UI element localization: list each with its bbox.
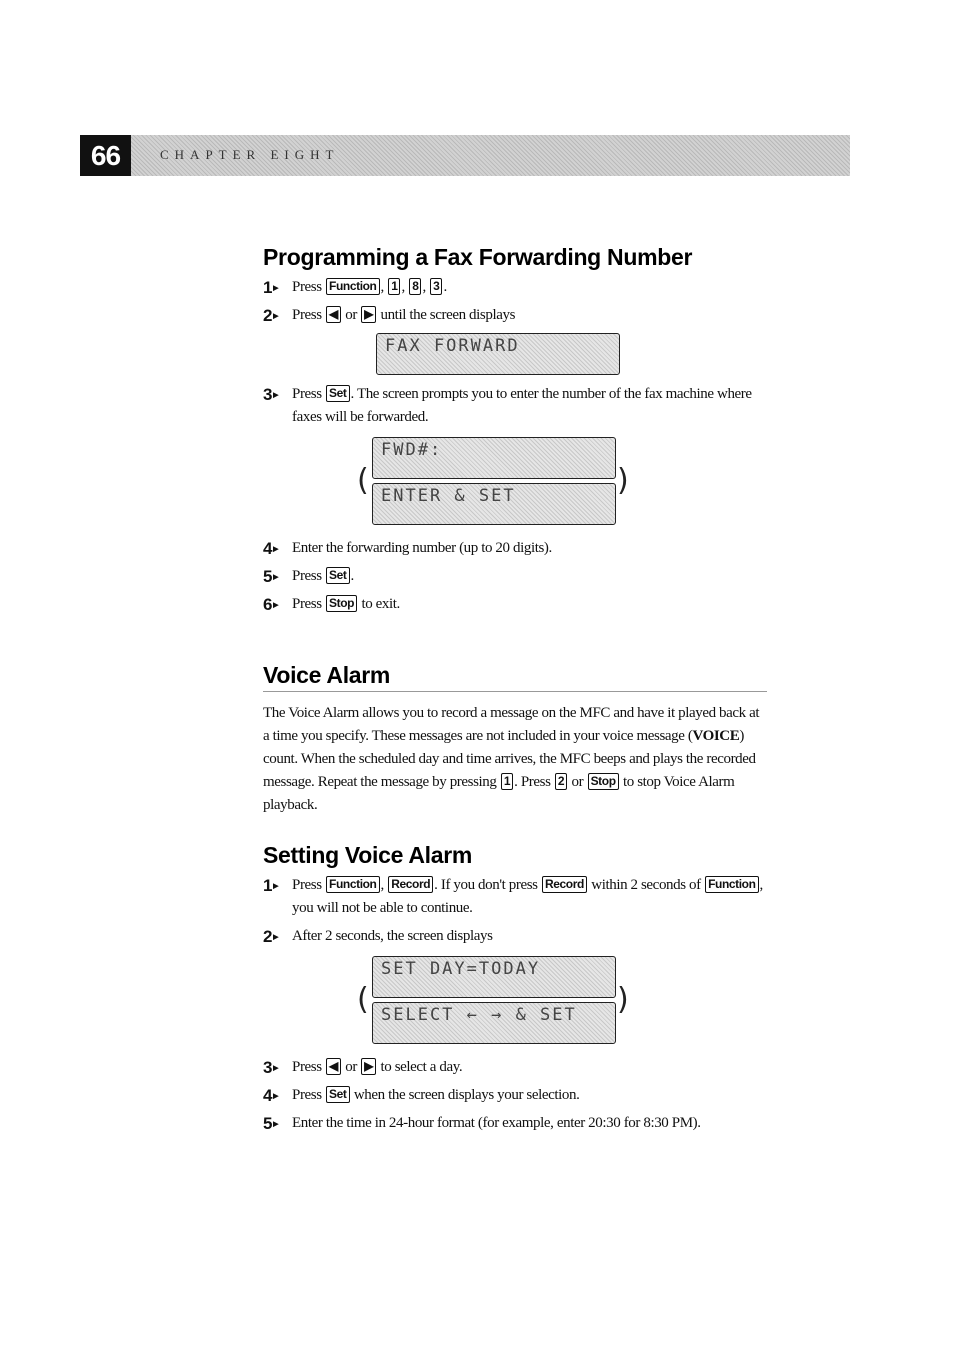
alternating-bracket-right: ) <box>617 982 629 1017</box>
chapter-title: CHAPTER EIGHT <box>160 147 340 162</box>
step-number: 5 ▶ <box>263 1112 278 1139</box>
alternating-bracket-left: ( <box>357 982 369 1017</box>
step-5: 5 ▶ Press Set . <box>263 565 767 588</box>
step-number: 6 ▶ <box>263 593 278 620</box>
voice-alarm-description: The Voice Alarm allows you to record a message on the MFC and have it played back at a time you specify. These messages are not included in your voice message (VOICE) count. When the scheduled day and time arrives, the MFC beeps and plays the recorded message. Repeat the message by pressing 1 . Press 2 or Stop to stop Voice Alarm playback. <box>263 705 760 813</box>
step-2: 2 ▶ After 2 seconds, the screen displays <box>263 925 767 948</box>
lcd-line-2: SELECT ← → & SET <box>372 1002 616 1044</box>
set-key: Set <box>326 1086 349 1103</box>
step-number: 1 ▶ <box>263 874 278 901</box>
section-title: Setting Voice Alarm <box>263 842 473 868</box>
step-number: 3 ▶ <box>263 383 278 410</box>
lcd-two-line-display <box>355 437 627 529</box>
right-arrow-key: ▶ <box>361 1058 376 1075</box>
step-3: 3 ▶ Press Set . The screen prompts you to enter the number of the fax machine where faxes will be forwarded. <box>263 383 767 429</box>
set-key: Set <box>326 567 349 584</box>
step-number: 4 ▶ <box>263 1084 278 1111</box>
function-key: Function <box>705 876 758 893</box>
section-title: Programming a Fax Forwarding Number <box>263 244 693 270</box>
step-3: 3 ▶ Press ◀ or ▶ to select a day. <box>263 1056 767 1079</box>
lcd-display: FAX FORWARD <box>376 333 620 375</box>
section-title: Voice Alarm <box>263 662 767 692</box>
page-number: 66 <box>80 135 131 176</box>
step-1: 1 ▶ Press Function , 1 , 8 , 3 . <box>263 276 767 299</box>
alternating-bracket-left: ( <box>357 463 369 498</box>
stop-key: Stop <box>326 595 357 612</box>
step-number: 4 ▶ <box>263 537 278 564</box>
step-4: 4 ▶ Enter the forwarding number (up to 20 digits). <box>263 537 767 560</box>
function-key: Function <box>326 876 379 893</box>
step-1: 1 ▶ Press Function , Record . If you don't press Record within 2 seconds of Function , you will not be able to continue. <box>263 874 767 920</box>
left-arrow-key: ◀ <box>326 306 341 323</box>
stop-key: Stop <box>588 773 619 790</box>
setting-voice-alarm-section <box>263 842 767 1140</box>
key-8: 8 <box>409 278 421 295</box>
function-key: Function <box>326 278 379 295</box>
record-key: Record <box>388 876 433 893</box>
lcd-line-1: SET DAY=TODAY <box>372 956 616 998</box>
set-key: Set <box>326 385 349 402</box>
step-4: 4 ▶ Press Set when the screen displays your selection. <box>263 1084 767 1107</box>
step-5: 5 ▶ Enter the time in 24-hour format (for example, enter 20:30 for 8:30 PM). <box>263 1112 767 1135</box>
right-arrow-key: ▶ <box>361 306 376 323</box>
step-6: 6 ▶ Press Stop to exit. <box>263 593 767 616</box>
key-2: 2 <box>555 773 567 790</box>
alternating-bracket-right: ) <box>617 463 629 498</box>
fax-forwarding-section <box>263 244 767 621</box>
step-number: 2 ▶ <box>263 925 278 952</box>
lcd-two-line-display <box>355 956 627 1048</box>
step-number: 2 ▶ <box>263 304 278 331</box>
key-1: 1 <box>388 278 400 295</box>
step-number: 5 ▶ <box>263 565 278 592</box>
record-key: Record <box>542 876 587 893</box>
lcd-line-2: ENTER & SET <box>372 483 616 525</box>
step-number: 1 ▶ <box>263 276 278 303</box>
step-2: 2 ▶ Press ◀ or ▶ until the screen displays <box>263 304 767 327</box>
key-1: 1 <box>501 773 513 790</box>
key-3: 3 <box>430 278 442 295</box>
voice-alarm-section <box>263 662 767 817</box>
lcd-line-1: FWD#: <box>372 437 616 479</box>
left-arrow-key: ◀ <box>326 1058 341 1075</box>
step-number: 3 ▶ <box>263 1056 278 1083</box>
